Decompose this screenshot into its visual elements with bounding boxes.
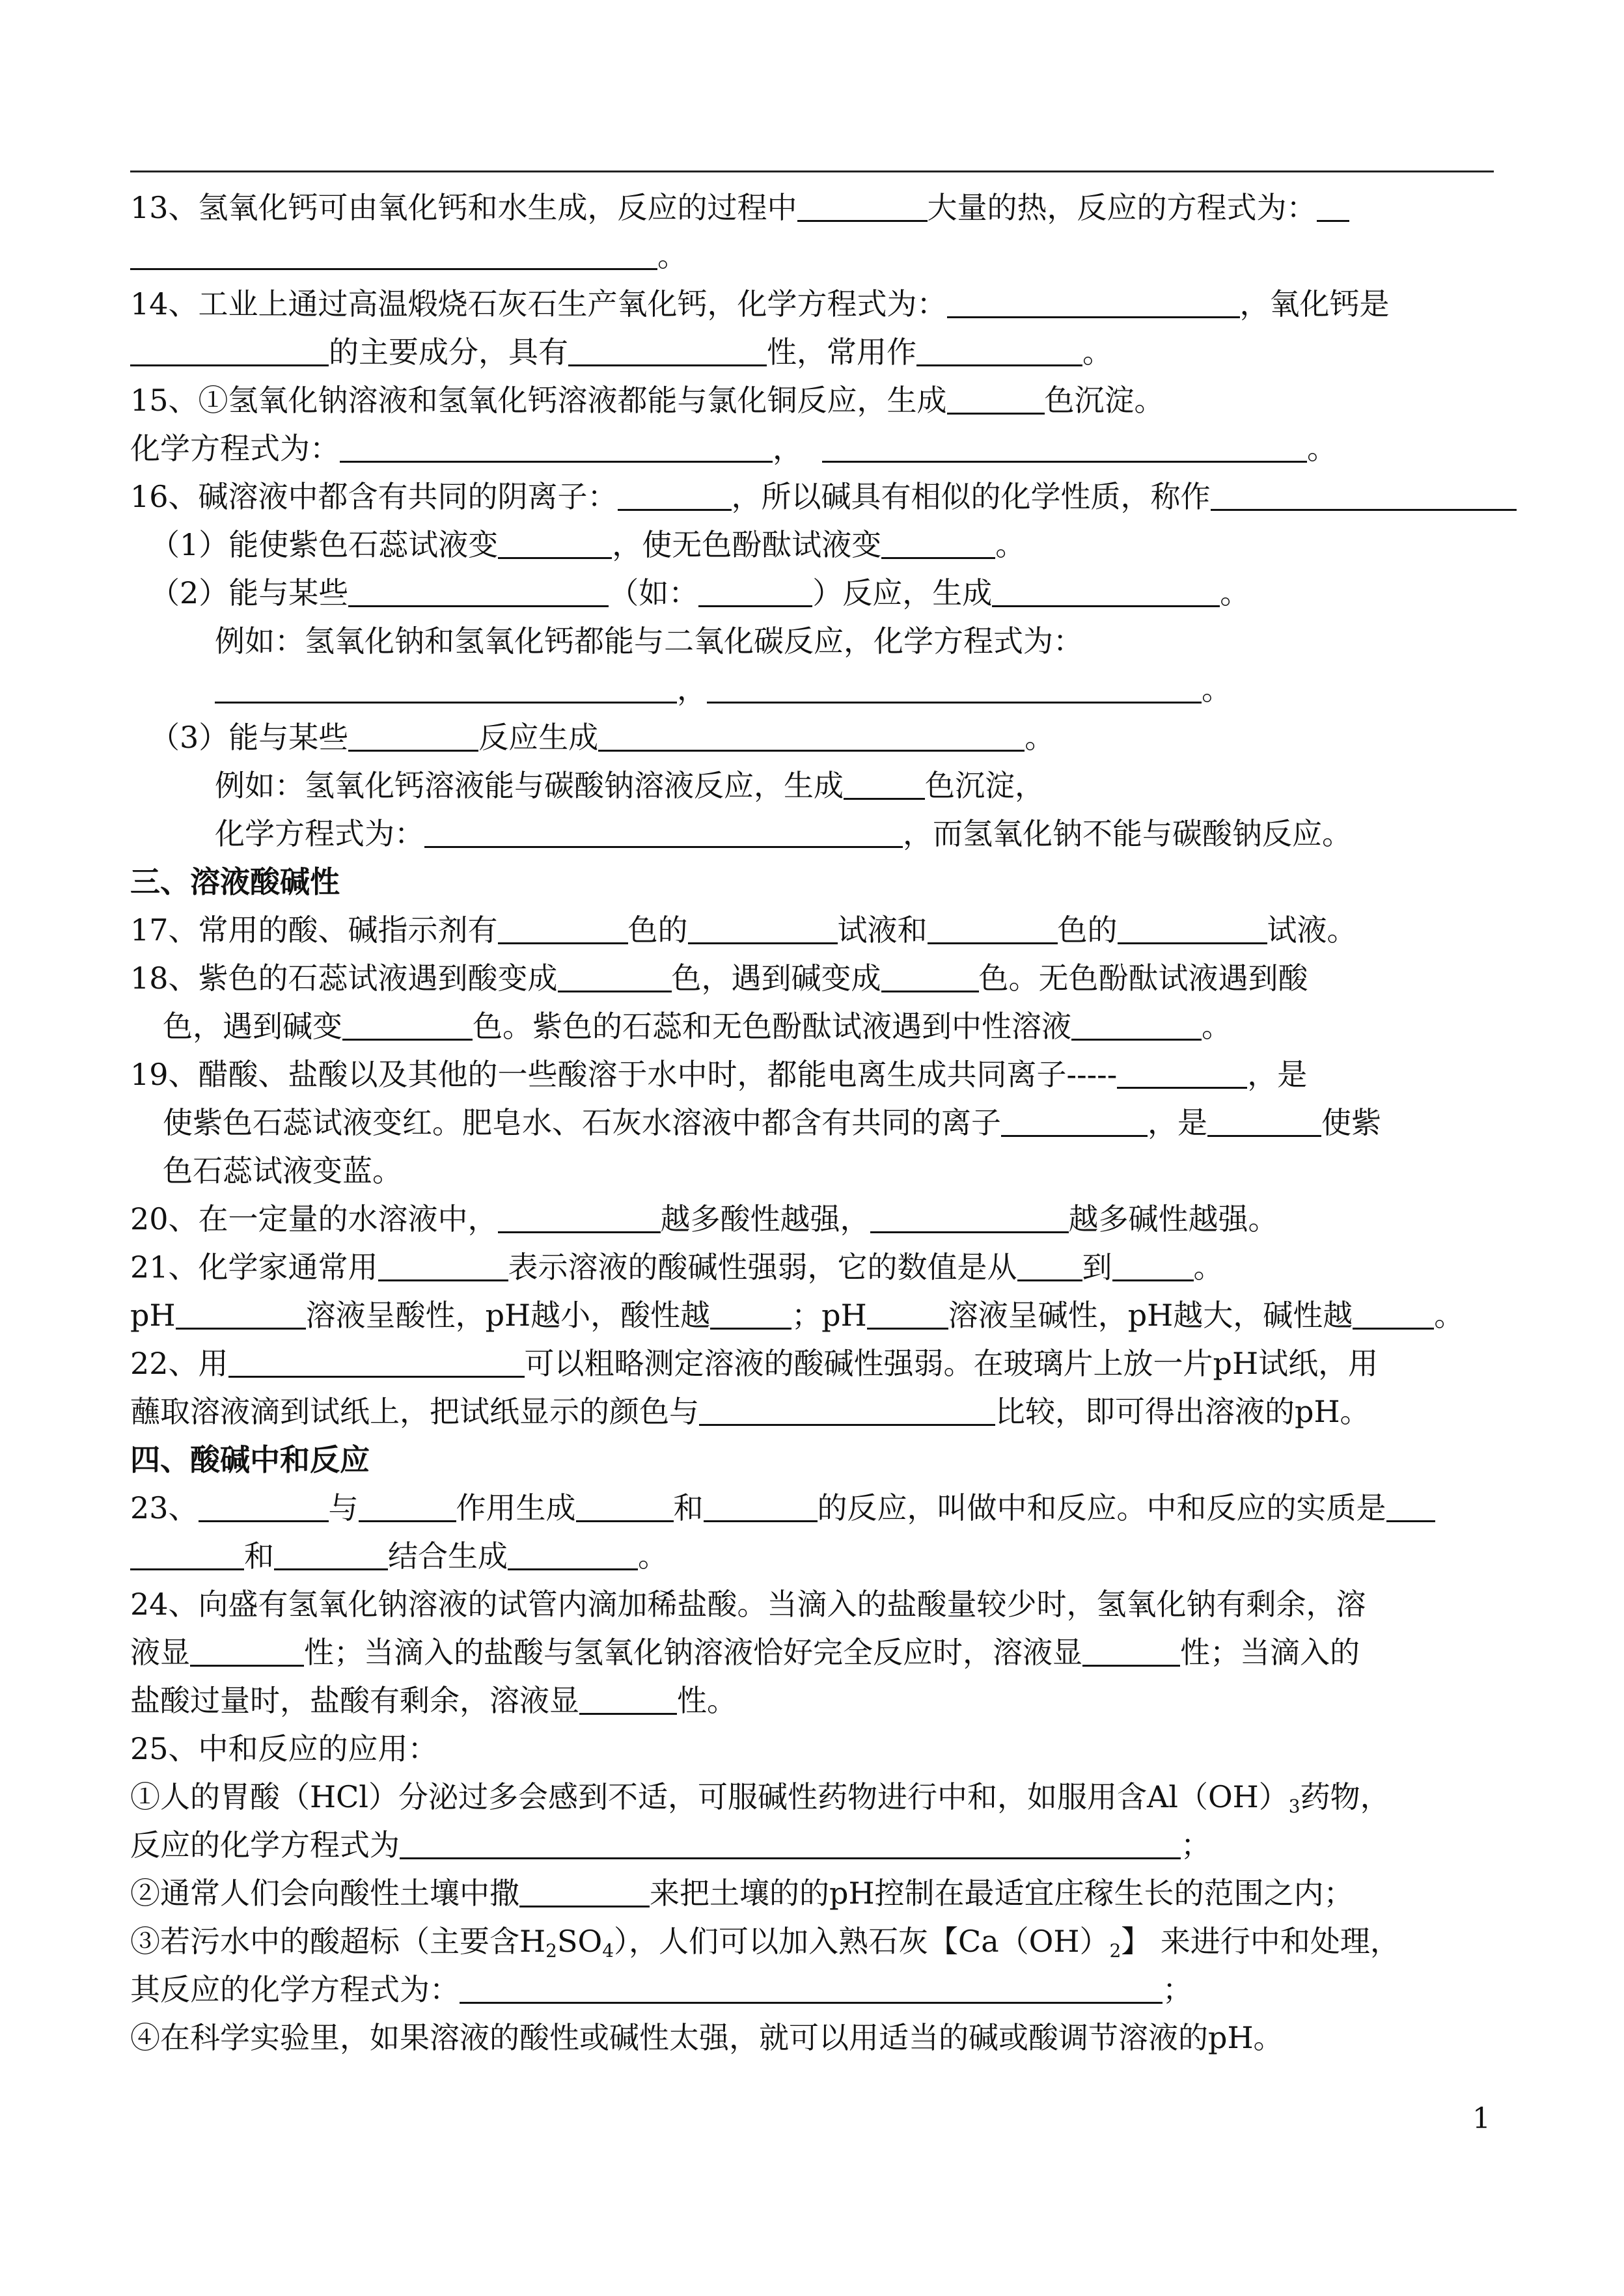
blank[interactable] [1317, 187, 1349, 222]
blank[interactable] [688, 910, 838, 944]
blank[interactable] [1117, 1054, 1247, 1089]
blank[interactable] [822, 428, 1307, 463]
q25-item1: ①人的胃酸（HCl）分泌过多会感到不适，可服碱性药物进行中和，如服用含$Al(OH)_3$药物， [130, 1779, 1390, 1817]
q24-line2: 液显 性；当滴入的盐酸与氢氧化钠溶液恰好完全反应时，溶液显 性；当滴入的 [130, 1628, 1562, 1676]
blank[interactable] [519, 1873, 650, 1907]
q18-line2: 色，遇到碱变 色。紫色的石蕊和无色酚酞试液遇到中性溶液 。 [130, 1002, 1562, 1050]
q15-line2: 化学方程式为： ， 。 [130, 424, 1562, 472]
blank[interactable] [618, 476, 732, 511]
blank[interactable] [460, 1969, 1163, 2004]
blank[interactable] [342, 1006, 473, 1041]
q13-line2: 。 [130, 232, 1562, 280]
q25-item1-eq: 反应的化学方程式为 ； [130, 1821, 1562, 1869]
blank[interactable] [867, 1295, 948, 1330]
q13-line1: 13、氢氧化钙可由氧化钙和水生成，反应的过程中 大量的热，反应的方程式为： [130, 184, 1562, 232]
q19-line3: 色石蕊试液变蓝。 [163, 1153, 402, 1188]
blank[interactable] [190, 1632, 304, 1667]
blank[interactable] [1071, 1006, 1202, 1041]
q21-line1: 21、化学家通常用 表示溶液的酸碱性强弱，它的数值是从 到 。 [130, 1243, 1562, 1291]
q14-line1: 14、工业上通过高温煅烧石灰石生产氧化钙，化学方程式为： ，氧化钙是 [130, 280, 1562, 328]
q15-line1: 15、①氢氧化钠溶液和氢氧化钙溶液都能与氯化铜反应，生成 色沉淀。 [130, 376, 1562, 424]
blank[interactable] [1112, 1247, 1194, 1281]
q24-line3: 盐酸过量时，盐酸有剩余，溶液显 性。 [130, 1676, 1562, 1725]
blank[interactable] [704, 1488, 818, 1522]
blank[interactable] [498, 525, 612, 559]
q24-line1: 24、向盛有氢氧化钠溶液的试管内滴加稀盐酸。当滴入的盐酸量较少时，氢氧化钠有剩余，溶 [130, 1587, 1366, 1622]
blank[interactable] [598, 717, 1025, 752]
blank[interactable] [498, 1199, 661, 1233]
section-3-heading: 三、溶液酸碱性 [130, 864, 340, 899]
q16-ex2-eq: 化学方程式为： ，而氢氧化钠不能与碳酸钠反应。 [130, 810, 1562, 858]
q25-item4: ④在科学实验里，如果溶液的酸性或碱性太强，就可以用适当的碱或酸调节溶液的pH。 [130, 2020, 1284, 2055]
blank[interactable] [176, 1295, 306, 1330]
q16-ex1: 例如：氢氧化钠和氢氧化钙都能与二氧化碳反应，化学方程式为： [215, 623, 1083, 659]
q16-ex1-blanks: ， 。 [130, 665, 1562, 713]
q25-item3: ③若污水中的酸超标（主要含$H_2SO_4$），人们可以加入熟石灰【$Ca(OH)_2$】 来进行中和处理， [130, 1924, 1400, 1961]
blank[interactable] [1017, 1247, 1082, 1281]
q16-p1: （1）能使紫色石蕊试液变 ，使无色酚酞试液变 。 [130, 521, 1562, 569]
blank[interactable] [1001, 1102, 1148, 1137]
blank[interactable] [1211, 476, 1517, 511]
blank[interactable] [870, 1199, 1069, 1233]
blank[interactable] [707, 669, 1202, 704]
blank[interactable] [378, 1247, 508, 1281]
q16-p3: （3）能与某些 反应生成 。 [130, 713, 1562, 761]
blank[interactable] [340, 428, 773, 463]
section-4-heading: 四、酸碱中和反应 [130, 1442, 370, 1477]
blank[interactable] [844, 765, 925, 800]
blank[interactable] [424, 813, 903, 848]
blank[interactable] [797, 187, 928, 222]
blank[interactable] [274, 1536, 388, 1570]
blank[interactable] [498, 910, 628, 944]
page-number: 1 [1472, 2102, 1491, 2135]
blank[interactable] [928, 910, 1058, 944]
blank[interactable] [579, 1680, 677, 1715]
blank[interactable] [576, 1488, 674, 1522]
q19-line1: 19、醋酸、盐酸以及其他的一些酸溶于水中时，都能电离生成共同离子----- ，是 [130, 1050, 1562, 1099]
blank[interactable] [359, 1488, 456, 1522]
blank[interactable] [699, 1391, 995, 1426]
q23-line2: 和 结合生成 。 [130, 1532, 1562, 1580]
blank[interactable] [1386, 1488, 1435, 1522]
header-rule [130, 171, 1494, 172]
blank[interactable] [710, 1295, 791, 1330]
blank[interactable] [558, 958, 672, 992]
blank[interactable] [568, 332, 767, 366]
q19-line2: 使紫色石蕊试液变红。肥皂水、石灰水溶液中都含有共同的离子 ，是 使紫 [130, 1099, 1562, 1147]
q21-line2: pH 溶液呈酸性，pH越小，酸性越 ；pH 溶液呈碱性，pH越大，碱性越 。 [130, 1291, 1562, 1339]
q16-p2: （2）能与某些 （如： ）反应，生成 。 [130, 569, 1562, 617]
q16-line1: 16、碱溶液中都含有共同的阴离子： ，所以碱具有相似的化学性质，称作 [130, 472, 1562, 521]
blank[interactable] [1082, 1632, 1180, 1667]
blank[interactable] [348, 717, 478, 752]
q22-line2: 蘸取溶液滴到试纸上，把试纸显示的颜色与 比较，即可得出溶液的pH。 [130, 1387, 1562, 1436]
blank[interactable] [881, 958, 979, 992]
q23-line1: 23、 与 作用生成 和 的反应，叫做中和反应。中和反应的实质是 [130, 1484, 1562, 1532]
blank[interactable] [130, 332, 329, 366]
q20: 20、在一定量的水溶液中， 越多酸性越强， 越多碱性越强。 [130, 1195, 1562, 1243]
blank[interactable] [130, 236, 657, 270]
blank[interactable] [215, 669, 677, 704]
blank[interactable] [199, 1488, 329, 1522]
blank[interactable] [130, 1536, 244, 1570]
blank[interactable] [400, 1825, 1181, 1859]
q18-line1: 18、紫色的石蕊试液遇到酸变成 色，遇到碱变成 色。无色酚酞试液遇到酸 [130, 954, 1562, 1002]
blank[interactable] [1353, 1295, 1434, 1330]
worksheet-body [130, 184, 1562, 2062]
blank[interactable] [508, 1536, 638, 1570]
blank[interactable] [881, 525, 995, 559]
q17: 17、常用的酸、碱指示剂有 色的 试液和 色的 试液。 [130, 906, 1562, 954]
blank[interactable] [1207, 1102, 1321, 1137]
q25-item2: ②通常人们会向酸性土壤中撒 来把土壤的的pH控制在最适宜庄稼生长的范围之内； [130, 1869, 1562, 1917]
blank[interactable] [947, 284, 1240, 318]
blank[interactable] [1118, 910, 1267, 944]
blank[interactable] [916, 332, 1082, 366]
q14-line2: 的主要成分，具有 性，常用作 。 [130, 328, 1562, 376]
q25-title: 25、中和反应的应用： [130, 1731, 438, 1766]
blank[interactable] [992, 573, 1220, 607]
q22-line1: 22、用 可以粗略测定溶液的酸碱性强弱。在玻璃片上放一片pH试纸，用 [130, 1339, 1562, 1387]
q16-ex2: 例如：氢氧化钙溶液能与碳酸钠溶液反应，生成 色沉淀， [130, 761, 1562, 810]
q25-item3-eq: 其反应的化学方程式为： ； [130, 1965, 1562, 2014]
blank[interactable] [348, 573, 609, 607]
blank[interactable] [698, 573, 812, 607]
blank[interactable] [228, 1343, 525, 1378]
blank[interactable] [947, 380, 1045, 415]
